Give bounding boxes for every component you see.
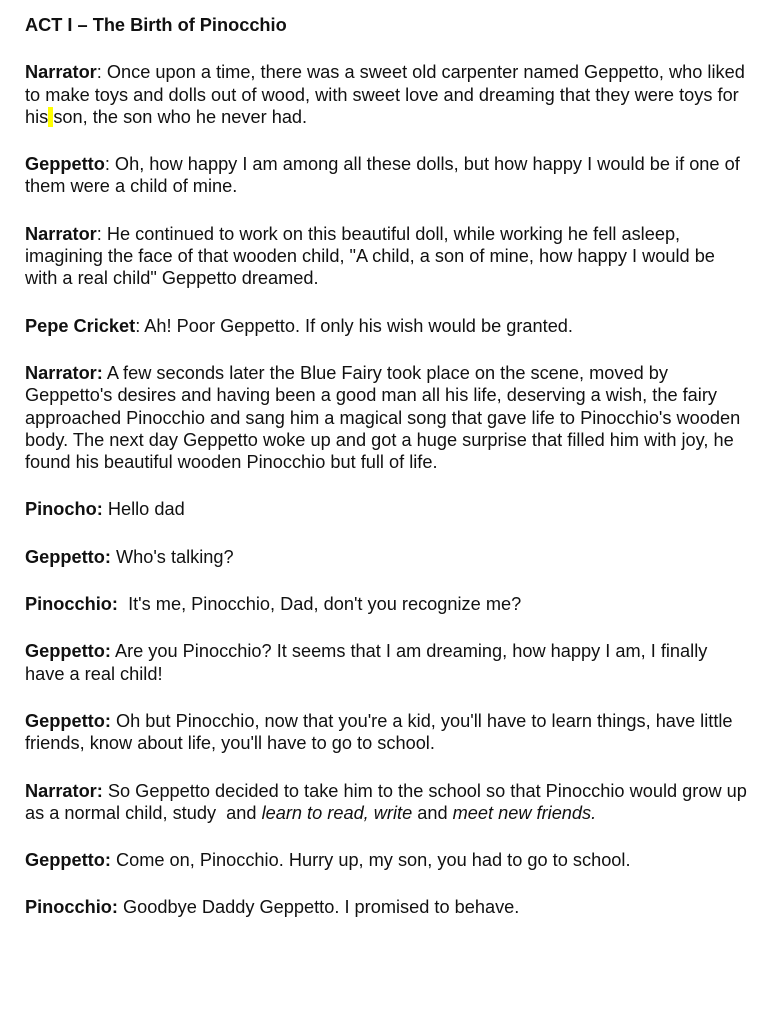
dialogue-text: : Oh, how happy I am among all these dolls, but how happy I would be if one of them were a child of mine. bbox=[25, 154, 745, 197]
speaker-name: Pinocchio: bbox=[25, 594, 118, 615]
dialogue-paragraph bbox=[25, 849, 747, 871]
italic-text: meet new friends. bbox=[452, 802, 597, 823]
dialogue-text: So Geppetto decided to take him to the school so that Pinocchio would grow up as a normal child, study and bbox=[25, 780, 752, 823]
dialogue-paragraph bbox=[25, 896, 747, 918]
dialogue-text: : He continued to work on this beautiful doll, while working he fell asleep, imagining the face of that wooden child, "A child, a son of mine, how happy I would be with a real child" Geppetto dreamed. bbox=[25, 223, 720, 289]
act-title: ACT I – The Birth of Pinocchio bbox=[25, 15, 287, 35]
dialogue-paragraph bbox=[25, 780, 752, 825]
dialogue-paragraph bbox=[25, 153, 747, 198]
document-page bbox=[25, 14, 752, 944]
dialogue-paragraph bbox=[25, 61, 750, 128]
dialogue-text: son, the son who he never had. bbox=[53, 106, 308, 127]
speaker-name: Pinocchio: bbox=[25, 897, 118, 918]
dialogue-text: and bbox=[412, 802, 453, 823]
speaker-name: Geppetto bbox=[25, 154, 105, 175]
speaker-name: Narrator bbox=[25, 62, 97, 83]
dialogue-text: Come on, Pinocchio. Hurry up, my son, you had to go to school. bbox=[110, 850, 631, 871]
speaker-name: Geppetto: bbox=[25, 641, 111, 662]
dialogue-text: Goodbye Daddy Geppetto. I promised to behave. bbox=[117, 897, 520, 918]
dialogue-text: It's me, Pinocchio, Dad, don't you recognize me? bbox=[117, 594, 522, 615]
dialogue-paragraph bbox=[25, 710, 747, 755]
dialogue-text: : Ah! Poor Geppetto. If only his wish would be granted. bbox=[135, 315, 573, 336]
dialogue-paragraph bbox=[25, 640, 747, 685]
dialogue-text: Oh but Pinocchio, now that you're a kid, you'll have to learn things, have little friends, know about life, you'll have to go to school. bbox=[25, 710, 738, 754]
dialogue-text: A few seconds later the Blue Fairy took place on the scene, moved by Geppetto's desires and having been a good man all his life, deserving a wish, the fairy approached Pinocchio and sang him a magical song that gave life to Pinocchio's wooden body. The next day Geppetto woke up and got a huge surprise that filled him with joy, he found his beautiful wooden Pinocchio but full of life. bbox=[25, 362, 746, 473]
speaker-name: Narrator bbox=[25, 223, 97, 244]
dialogue-text: Hello dad bbox=[102, 499, 185, 520]
speaker-name: Geppetto: bbox=[25, 710, 111, 731]
speaker-name: Geppetto: bbox=[25, 850, 111, 871]
dialogue-paragraph bbox=[25, 498, 747, 520]
dialogue-paragraph bbox=[25, 223, 747, 290]
dialogue-text: Who's talking? bbox=[110, 546, 234, 567]
dialogue-paragraph bbox=[25, 546, 747, 568]
dialogue-paragraph bbox=[25, 315, 747, 337]
speaker-name: Narrator: bbox=[25, 780, 103, 801]
speaker-name: Geppetto: bbox=[25, 546, 111, 567]
speaker-name: Narrator: bbox=[25, 362, 103, 383]
dialogue-text: his bbox=[25, 106, 49, 127]
dialogue-paragraph bbox=[25, 362, 747, 473]
dialogue-text: : Once upon a time, there was a sweet old carpenter named Geppetto, who liked to make toys and dolls out of wood, with sweet love and dreaming that they were toys for bbox=[25, 62, 750, 105]
dialogue-paragraph bbox=[25, 593, 747, 615]
dialogue-text: Are you Pinocchio? It seems that I am dreaming, how happy I am, I finally have a real child! bbox=[25, 641, 713, 684]
speaker-name: Pinocho: bbox=[25, 499, 103, 520]
italic-text: learn to read, write bbox=[261, 802, 413, 823]
speaker-name: Pepe Cricket bbox=[25, 315, 136, 336]
